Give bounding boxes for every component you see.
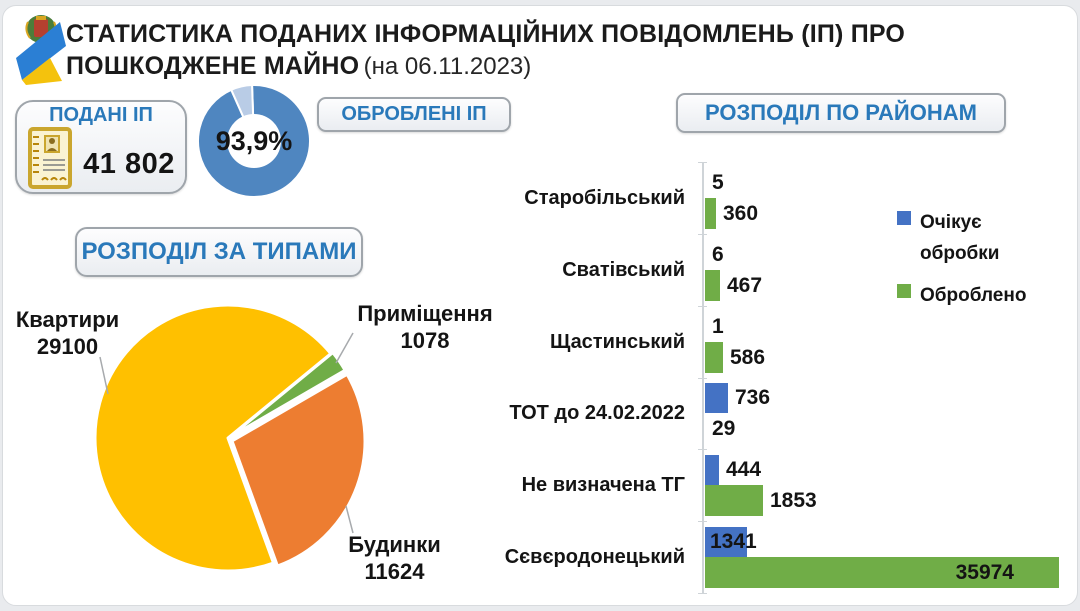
bar-processed-2 [705,342,723,373]
page-title-line2-bold: ПОШКОДЖЕНЕ МАЙНО [66,52,360,80]
axis-tick-4 [698,449,707,450]
bar-processed-value-1: 467 [727,273,763,297]
pie-leader-line-2 [346,506,353,533]
pie-leader-line-1 [336,333,353,363]
bar-pending-value-3: 736 [735,386,771,410]
bar-processed-value-0: 360 [723,202,759,225]
axis-tick-1 [698,234,707,235]
legend-item-processed [897,280,1050,311]
axis-tick-3 [698,378,707,379]
pie-label-premises-value: 1078 [400,328,450,353]
coat-of-arms-flag-logo [8,8,70,88]
legend-item-pending [897,207,1018,269]
bar-processed-0 [705,198,716,229]
category-label-3: ТОТ до 24.02.2022 [509,402,685,425]
pie-label-apartments-value: 29100 [36,334,99,359]
bar-pending-4 [705,455,719,485]
bar-pending-3 [705,383,728,413]
document-icon [28,127,72,189]
legend-swatch-processed [897,284,911,298]
pie-label-houses-value: 11624 [364,559,425,584]
axis-tick-0 [698,162,707,163]
bar-processed-value-2: 586 [730,345,766,369]
bar-pending-value-1: 6 [712,242,724,266]
legend-label-pending: Очікує обробки [920,212,1000,264]
bar-processed-value-4: 1853 [770,489,817,513]
axis-tick-6 [698,593,707,594]
bar-pending-value-2: 1 [712,314,724,338]
submitted-reports-value: 41 802 [83,148,175,180]
page-title-line2 [66,52,531,81]
legend-swatch-pending [897,211,911,225]
bar-pending-value-0: 5 [712,171,724,194]
types-section-title: РОЗПОДІЛ ЗА ТИПАМИ [75,227,363,277]
bar-processed-4 [705,485,763,516]
bar-pending-value-5: 1341 [710,530,757,553]
category-label-0: Старобільський [524,187,685,209]
bar-processed-value-5: 35974 [955,561,1014,584]
category-label-1: Сватівський [562,258,685,281]
bar-pending-value-4: 444 [726,458,762,482]
bar-processed-1 [705,270,720,301]
submitted-reports-label: ПОДАНІ ІП [49,104,153,126]
pie-label-apartments [10,306,125,360]
processed-reports-box: ОБРОБЛЕНІ ІП [317,97,511,132]
category-label-4: Не визначена ТГ [521,474,685,497]
axis-tick-5 [698,521,707,522]
pie-label-houses-name: Будинки [348,532,441,557]
districts-section-title: РОЗПОДІЛ ПО РАЙОНАМ [676,93,1006,133]
pie-label-premises-name: Приміщення [357,301,493,326]
category-label-5: Сєвєродонецький [504,546,685,568]
axis-tick-2 [698,306,707,307]
pie-label-apartments-name: Квартири [15,307,120,332]
page-title-date: (на 06.11.2023) [363,53,532,80]
bar-processed-value-3: 29 [712,417,736,441]
category-label-2: Щастинський [549,330,685,353]
legend-label-processed: Оброблено [920,285,1027,306]
page-title-line1: СТАТИСТИКА ПОДАНИХ ІНФОРМАЦІЙНИХ ПОВІДОМЛЕНЬ (ІП) ПРО [66,20,906,48]
processed-percent-label: 93,9% [215,125,293,156]
